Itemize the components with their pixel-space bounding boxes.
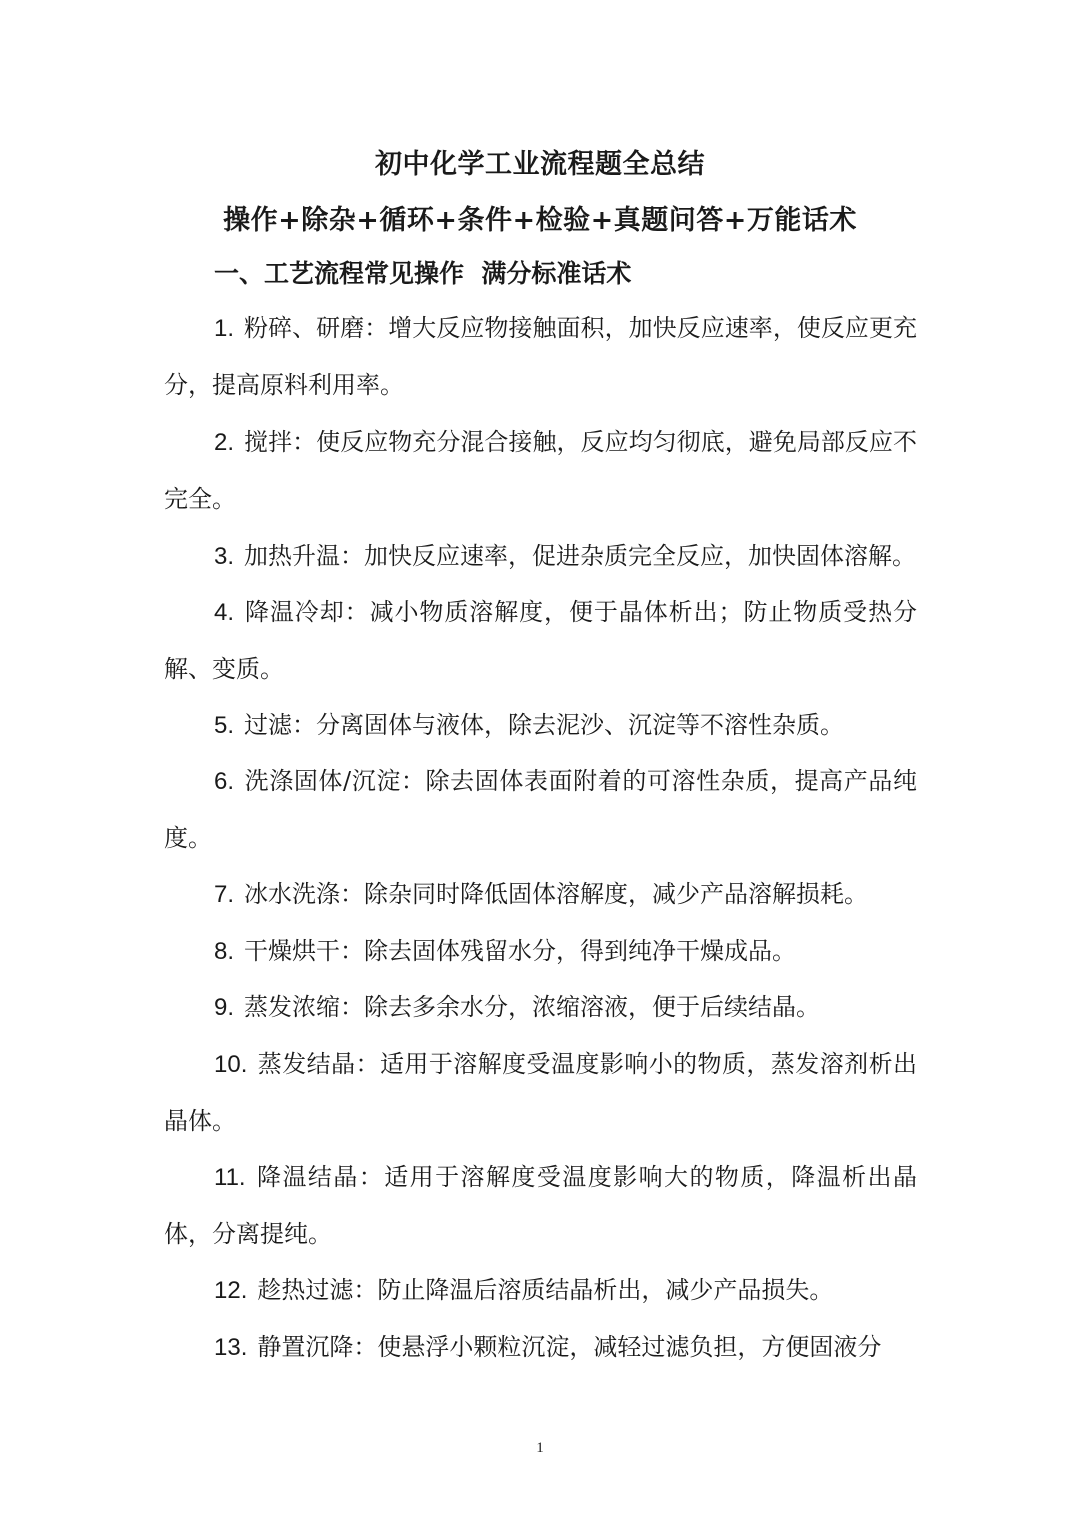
list-item bbox=[164, 300, 917, 414]
item-text: 搅拌：使反应物充分混合接触，反应均匀彻底，避免局部反应不完全。 bbox=[164, 428, 917, 513]
item-text: 蒸发浓缩：除去多余水分，浓缩溶液，便于后续结晶。 bbox=[244, 993, 821, 1021]
item-text: 静置沉降：使悬浮小颗粒沉淀，减轻过滤负担，方便固液分 bbox=[257, 1333, 882, 1361]
item-number: 8. bbox=[214, 938, 235, 965]
list-item bbox=[164, 414, 917, 528]
item-number: 10. bbox=[214, 1051, 248, 1078]
item-text: 加热升温：加快反应速率，促进杂质完全反应，加快固体溶解。 bbox=[244, 542, 917, 570]
list-item bbox=[164, 923, 917, 980]
document-title: 初中化学工业流程题全总结 bbox=[375, 149, 705, 180]
document-subtitle: 操作+除杂+循环+条件+检验+真题问答+万能话术 bbox=[223, 205, 857, 236]
list-item bbox=[164, 753, 917, 867]
list-item bbox=[164, 1319, 917, 1376]
item-text: 降温冷却：减小物质溶解度，便于晶体析出；防止物质受热分解、变质。 bbox=[164, 598, 917, 683]
list-item bbox=[164, 584, 917, 698]
item-number: 6. bbox=[214, 768, 235, 795]
item-number: 12. bbox=[214, 1277, 248, 1304]
item-number: 9. bbox=[214, 994, 235, 1021]
item-number: 2. bbox=[214, 429, 235, 456]
list-item bbox=[164, 1149, 917, 1263]
list-item bbox=[164, 1262, 917, 1319]
item-number: 5. bbox=[214, 712, 235, 739]
list-item bbox=[164, 528, 917, 585]
list-item bbox=[164, 697, 917, 754]
item-text: 过滤：分离固体与液体，除去泥沙、沉淀等不溶性杂质。 bbox=[244, 711, 845, 739]
item-text: 粉碎、研磨：增大反应物接触面积，加快反应速率，使反应更充分，提高原料利用率。 bbox=[164, 314, 917, 399]
item-text: 冰水洗涤：除杂同时降低固体溶解度，减少产品溶解损耗。 bbox=[244, 880, 869, 908]
list-item bbox=[164, 979, 917, 1036]
list-item bbox=[164, 866, 917, 923]
item-text: 趁热过滤：防止降温后溶质结晶析出，减少产品损失。 bbox=[257, 1276, 834, 1304]
item-text: 干燥烘干：除去固体残留水分，得到纯净干燥成品。 bbox=[244, 937, 797, 965]
item-text: 洗涤固体/沉淀：除去固体表面附着的可溶性杂质，提高产品纯度。 bbox=[164, 767, 917, 852]
item-number: 7. bbox=[214, 881, 235, 908]
item-text: 蒸发结晶：适用于溶解度受温度影响小的物质，蒸发溶剂析出晶体。 bbox=[164, 1050, 917, 1135]
item-text: 降温结晶：适用于溶解度受温度影响大的物质，降温析出晶体，分离提纯。 bbox=[164, 1163, 917, 1248]
item-number: 11. bbox=[214, 1164, 246, 1191]
page-number: 1 bbox=[536, 1440, 544, 1456]
section-heading: 一、工艺流程常见操作 满分标准话术 bbox=[214, 259, 632, 288]
item-number: 4. bbox=[214, 599, 235, 626]
list-item bbox=[164, 1036, 917, 1150]
item-number: 13. bbox=[214, 1334, 248, 1361]
item-number: 1. bbox=[214, 315, 235, 342]
item-number: 3. bbox=[214, 543, 235, 570]
